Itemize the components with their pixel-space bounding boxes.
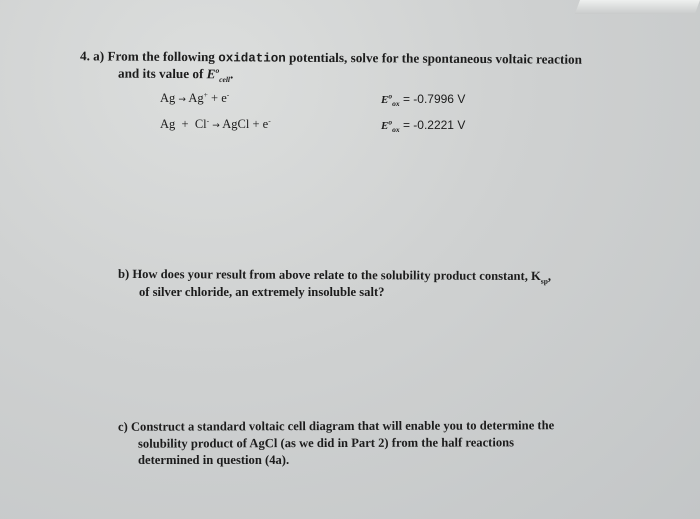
question-4c-line2 [138, 435, 514, 451]
potential-1: $E^o_{ox} = -0.7996$ V [381, 91, 466, 109]
arrow-icon: → [212, 121, 220, 131]
question-4a-text-2: and its value of [117, 65, 204, 82]
potential-2: $E^o_{ox} = -0.2221$ V [381, 117, 466, 135]
page-fold [575, 0, 700, 14]
question-4b-line1: b) How does your result from above relate to the solubility product constant, $K_{sp}$, [117, 266, 552, 286]
part-label-a: a) [93, 48, 105, 64]
question-4a-text: From the following [107, 48, 215, 65]
arrow-icon: → [178, 95, 186, 105]
reaction-1: Ag → Ag+ + e- [160, 89, 230, 105]
part-label-b: b) [117, 266, 130, 281]
question-4b-text-2: of silver chloride, an extremely insoluble salt? [139, 285, 385, 299]
e-cell-symbol: $E^o_{cell}$ [206, 65, 231, 85]
reaction-2: Ag + Cl- → AgCl + e- [160, 115, 271, 131]
question-4c-text-3: determined in question (4a). [138, 453, 290, 467]
question-4a-text-cont: potentials, solve for the spontaneous voltaic reaction [289, 49, 583, 67]
keyword-oxidation: oxidation [218, 51, 286, 66]
question-4c-text: Construct a standard voltaic cell diagram that will enable you to determine the [130, 418, 555, 434]
question-4b-text: How does your result from above relate to the solubility product constant, K [132, 266, 541, 284]
question-4c-text-2: solubility product of AgCl (as we did in Part 2) from the half reactions [137, 435, 515, 451]
question-4c-line3 [138, 453, 289, 467]
question-4b-line2 [139, 285, 384, 299]
part-label-c: c) [117, 419, 128, 434]
question-number: 4. [79, 48, 90, 64]
question-4a-line2: and its value of $E^o_{cell}$. [117, 65, 234, 85]
question-4c-line1 [118, 418, 554, 434]
